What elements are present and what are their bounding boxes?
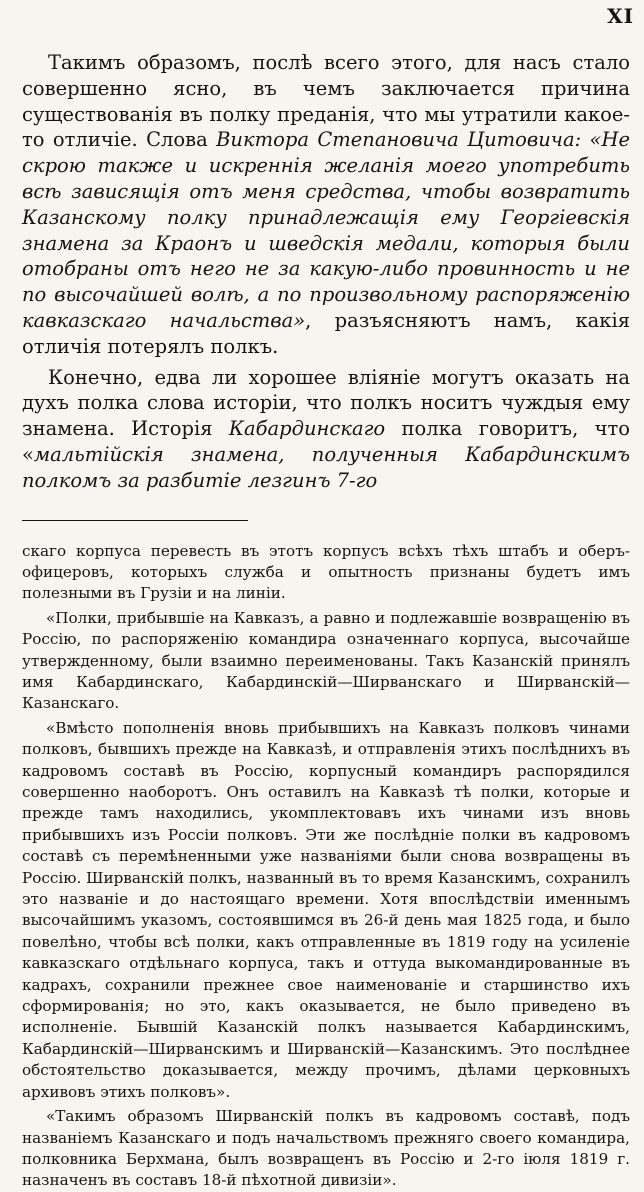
main-text: [22, 0, 630, 494]
footnotes: [22, 541, 630, 1192]
paragraph-2-text-c: полка говоритъ, что «: [22, 417, 630, 466]
paragraph-2-regiment-name: Кабардинскаго: [228, 417, 386, 441]
paragraph-1-quote: Виктора Степановича Цитовича: «Не скрою также и искреннія желанія моего употребить всѣ зависящія отъ меня средства, чтобы возвратить Казанскому полку принадлежащія ему Георгіевскія знамена за Краонъ и шведскія медали, которыя были отобраны отъ него не за какую-либо провинность и не по высочайшей волѣ, а по произвольному распоряженію кавказскаго начальства»: [22, 128, 630, 332]
paragraph-1-text-a: Такимъ образомъ, послѣ всего этого, для насъ стало совершенно ясно, въ чемъ заключается причина существованія въ полку преданія, что мы утратили какое-то отличіе. Слова: [22, 51, 630, 152]
paragraph-2: [22, 365, 630, 494]
paragraph-1-text-c: , разъясняютъ намъ, какія отличія потерялъ полкъ.: [22, 308, 630, 358]
footnote-paragraph: «Такимъ образомъ Ширванскій полкъ въ кадровомъ составѣ, подъ названіемъ Казанскаго и подъ начальствомъ прежняго своего командира, полковника Берхмана, былъ возвращенъ въ Россію и 2-го іюля 1819 г. назначенъ въ составъ 18-й пѣхотной дивизіи».: [22, 1107, 630, 1190]
paragraph-1: [22, 50, 630, 360]
footnote-paragraph: «Полки, прибывшіе на Кавказъ, а равно и подлежавшіе возвращенію въ Россію, по распоряженію командира означеннаго корпуса, высочайше утвержденному, были взаимно переименованы. Такъ Казанскій принялъ имя Кабардинскаго, Кабардинскій—Ширванскаго и Ширванскій—Казанскаго.: [22, 608, 630, 713]
footnote-paragraph: «Вмѣсто пополненія вновь прибывшихъ на Кавказъ полковъ чинами полковъ, бывшихъ прежде на Кавказѣ, и отправленія этихъ послѣднихъ въ кадровомъ составѣ въ Россію, корпусный командиръ распорядился совершенно наоборотъ. Онъ оставилъ на Кавказѣ тѣ полки, которые и прежде тамъ находились, укомплектовавъ ихъ чинами изъ вновь прибывшихъ изъ Россіи полковъ. Эти же послѣдніе полки въ кадровомъ составѣ съ перемѣненными уже названіями были снова возвращены въ Россію. Ширванскій полкъ, названный въ то время Казанскимъ, сохранилъ это названіе и до настоящаго времени. Хотя впослѣдствіи именнымъ высочайшимъ указомъ, состоявшимся въ 26-й день мая 1825 года, и было повелѣно, чтобы всѣ полки, какъ отправленные въ 1819 году на усиленіе кавказскаго отдѣльнаго корпуса, такъ и оттуда выкомандированные въ кадрахъ, сохранили прежнее свое наименованіе и старшинство ихъ сформированія; но это, какъ оказывается, не было приведено въ исполненіе. Бывшій Казанскій полкъ называется Кабардинскимъ, Кабардинскій—Ширванскимъ и Ширванскій—Казанскимъ. Это послѣднее обстоятельство доказывается, между прочимъ, дѣлами церковныхъ архивовъ этихъ полковъ».: [22, 718, 630, 1101]
paragraph-2-text-a: Конечно, едва ли хорошее вліяніе могутъ оказать на духъ полка слова исторіи, что полкъ носитъ чуждыя ему знамена. Исторія: [22, 365, 630, 441]
paragraph-2-quote: мальтійскія знамена, полученныя Кабардинскимъ полкомъ за разбитіе лезгинъ 7-го: [22, 442, 630, 492]
footnote-continuation: скаго корпуса перевесть въ этотъ корпусъ всѣхъ тѣхъ штабъ и оберъ-офицеровъ, которыхъ служба и опытность признаны будетъ имъ полезными въ Грузіи и на линіи.: [22, 541, 630, 603]
page-number: XI: [607, 4, 634, 28]
footnote-divider: [22, 520, 248, 521]
